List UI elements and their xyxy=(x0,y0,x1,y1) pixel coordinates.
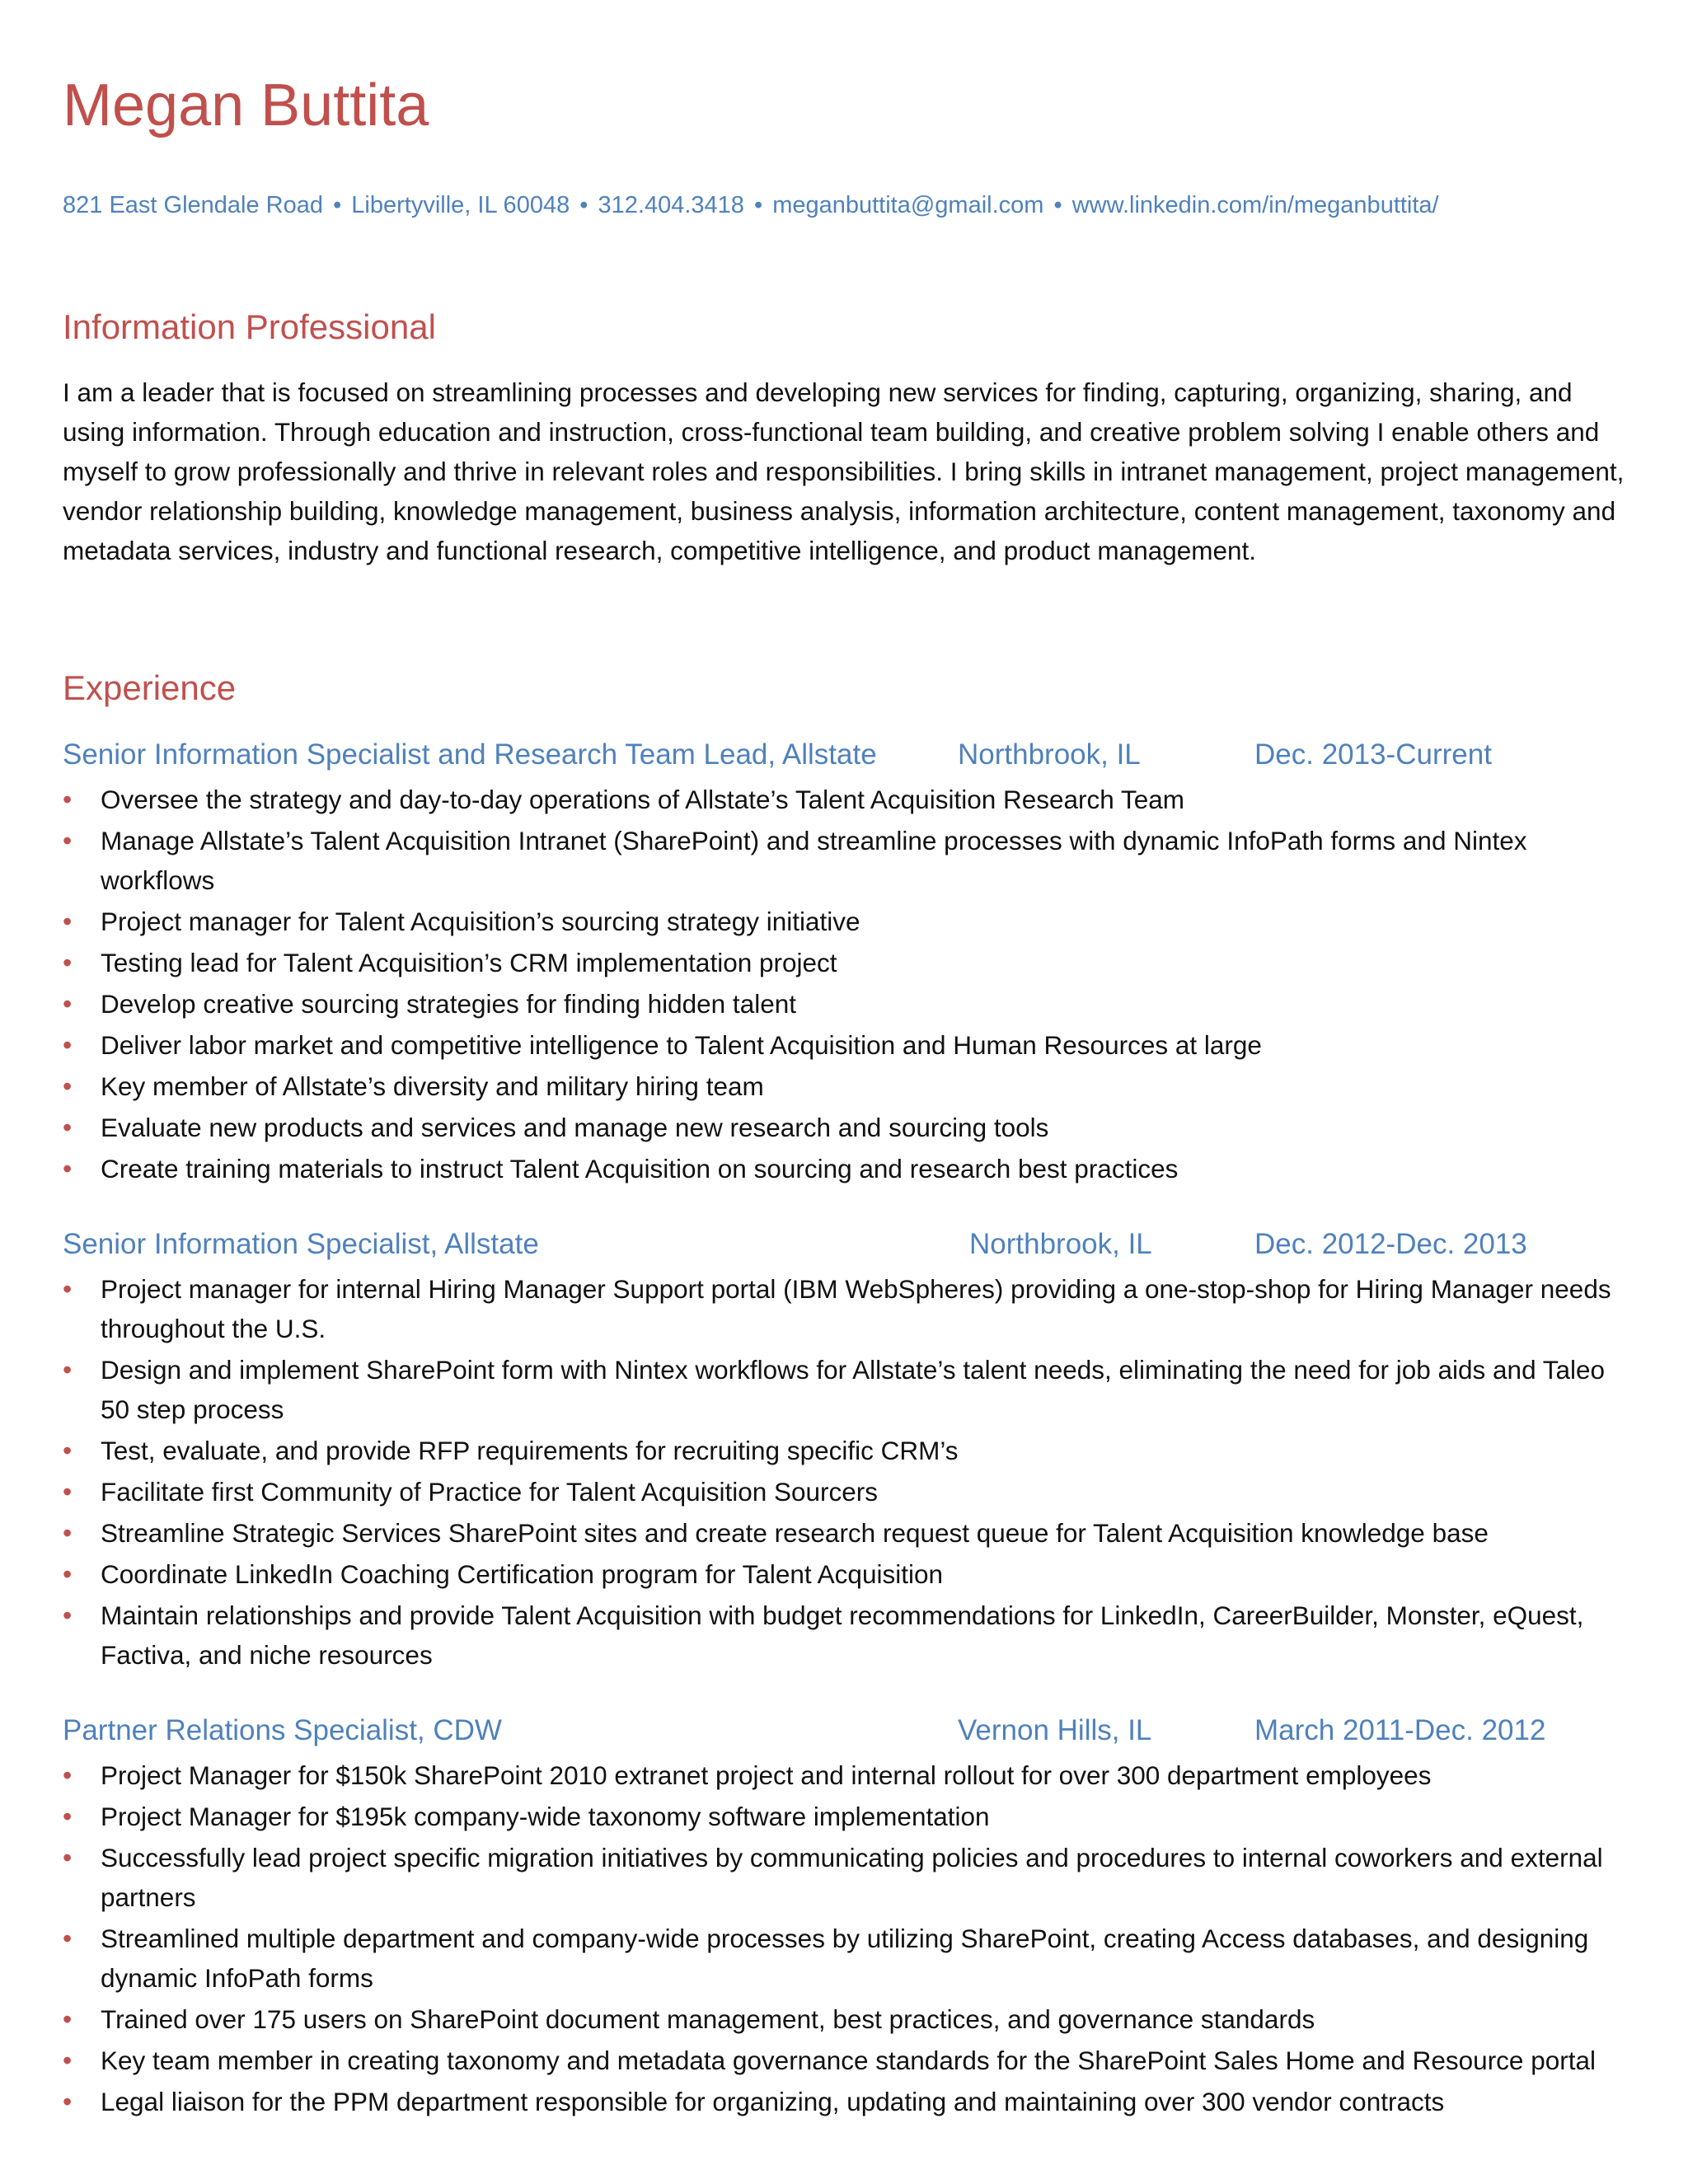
job-title: Senior Information Specialist, Allstate xyxy=(63,1228,539,1260)
job-bullet: • Test, evaluate, and provide RFP requirements for recruiting specific CRM’s xyxy=(63,1431,1637,1470)
job-location: Northbrook, IL xyxy=(969,1228,1152,1260)
job-bullet: • Manage Allstate’s Talent Acquisition Intranet (SharePoint) and streamline processes with dynamic InfoPath forms and Nintex workflows xyxy=(63,821,1637,900)
job-bullet: • Streamlined multiple department and company-wide processes by utilizing SharePoint, creating Access databases, and designing dynamic InfoPath forms xyxy=(63,1919,1637,1998)
job-bullet: • Key team member in creating taxonomy and metadata governance standards for the SharePoint Sales Home and Resource portal xyxy=(63,2041,1637,2080)
job-bullet: • Testing lead for Talent Acquisition’s CRM implementation project xyxy=(63,943,1637,982)
job-bullet: • Key member of Allstate’s diversity and military hiring team xyxy=(63,1066,1637,1106)
job-dates: Dec. 2013-Current xyxy=(1254,738,1492,771)
job-bullet: • Project manager for Talent Acquisition’s sourcing strategy initiative xyxy=(63,902,1637,941)
job-bullet: • Streamline Strategic Services SharePoint sites and create research request queue for Talent Acquisition knowledge base xyxy=(63,1513,1637,1553)
job-bullet: • Legal liaison for the PPM department responsible for organizing, updating and maintaining over 300 vendor contracts xyxy=(63,2082,1637,2121)
job-bullet: • Evaluate new products and services and manage new research and sourcing tools xyxy=(63,1108,1637,1147)
job-title: Partner Relations Specialist, CDW xyxy=(63,1714,502,1746)
contact-address: 821 East Glendale Road xyxy=(63,192,323,218)
contact-city: Libertyville, IL 60048 xyxy=(351,192,570,218)
contact-line xyxy=(63,191,1439,220)
job-bullets xyxy=(63,780,1637,1188)
job-bullet: • Project Manager for $150k SharePoint 2010 extranet project and internal rollout for over 300 department employees xyxy=(63,1755,1637,1795)
summary-text: I am a leader that is focused on streamlining processes and developing new services for finding, capturing, organizing, sharing, and using information. Through education and instruction, cross-functional team building, and creative problem solving I enable others and myself to grow professionally and thrive in relevant roles and responsibilities. I bring skills in intranet management, project management, vendor relationship building, knowledge management, business analysis, information architecture, content management, taxonomy and metadata services, industry and functional research, competitive intelligence, and product management. xyxy=(63,377,1625,565)
contact-linkedin[interactable]: www.linkedin.com/in/meganbuttita/ xyxy=(1071,192,1439,218)
job-bullet: • Oversee the strategy and day-to-day operations of Allstate’s Talent Acquisition Research Team xyxy=(63,780,1637,819)
job-bullet: • Create training materials to instruct Talent Acquisition on sourcing and research best practices xyxy=(63,1149,1637,1188)
job-dates: March 2011-Dec. 2012 xyxy=(1254,1714,1546,1746)
job-bullet: • Project Manager for $195k company-wide taxonomy software implementation xyxy=(63,1797,1637,1836)
job-entry xyxy=(63,735,1637,1190)
job-bullet: • Deliver labor market and competitive intelligence to Talent Acquisition and Human Resources at large xyxy=(63,1025,1637,1065)
job-dates: Dec. 2012-Dec. 2013 xyxy=(1254,1228,1527,1260)
job-bullet: • Design and implement SharePoint form with Nintex workflows for Allstate’s talent needs, eliminating the need for job aids and Taleo 50 step process xyxy=(63,1350,1637,1429)
job-bullet: • Coordinate LinkedIn Coaching Certification program for Talent Acquisition xyxy=(63,1554,1637,1594)
job-header xyxy=(63,1711,1637,1750)
contact-separator: • xyxy=(753,192,763,218)
contact-separator: • xyxy=(1053,192,1062,218)
candidate-name: Megan Buttita xyxy=(63,73,429,138)
job-location: Northbrook, IL xyxy=(958,738,1141,771)
contact-email[interactable]: meganbuttita@gmail.com xyxy=(772,192,1044,218)
job-bullet: • Maintain relationships and provide Talent Acquisition with budget recommendations for LinkedIn, CareerBuilder, Monster, eQuest, Factiva, and niche resources xyxy=(63,1596,1637,1675)
job-header xyxy=(63,735,1637,775)
job-location: Vernon Hills, IL xyxy=(958,1714,1152,1746)
experience-heading: Experience xyxy=(63,668,237,707)
job-bullet: • Facilitate first Community of Practice for Talent Acquisition Sourcers xyxy=(63,1472,1637,1511)
job-entry xyxy=(63,1711,1637,2123)
job-bullets xyxy=(63,1269,1637,1675)
contact-phone: 312.404.3418 xyxy=(598,192,744,218)
summary-heading: Information Professional xyxy=(63,307,436,346)
job-bullet: • Trained over 175 users on SharePoint document management, best practices, and governance standards xyxy=(63,1999,1637,2039)
job-entry xyxy=(63,1225,1637,1676)
job-bullet: • Develop creative sourcing strategies for finding hidden talent xyxy=(63,984,1637,1024)
job-bullet: • Project manager for internal Hiring Manager Support portal (IBM WebSpheres) providing a one-stop-shop for Hiring Manager needs throughout the U.S. xyxy=(63,1269,1637,1348)
job-bullets xyxy=(63,1755,1637,2121)
job-bullet: • Successfully lead project specific migration initiatives by communicating policies and procedures to internal coworkers and external partners xyxy=(63,1838,1637,1917)
contact-separator: • xyxy=(333,192,342,218)
job-title: Senior Information Specialist and Research Team Lead, Allstate xyxy=(63,738,877,771)
job-header xyxy=(63,1225,1637,1264)
contact-separator: • xyxy=(579,192,588,218)
